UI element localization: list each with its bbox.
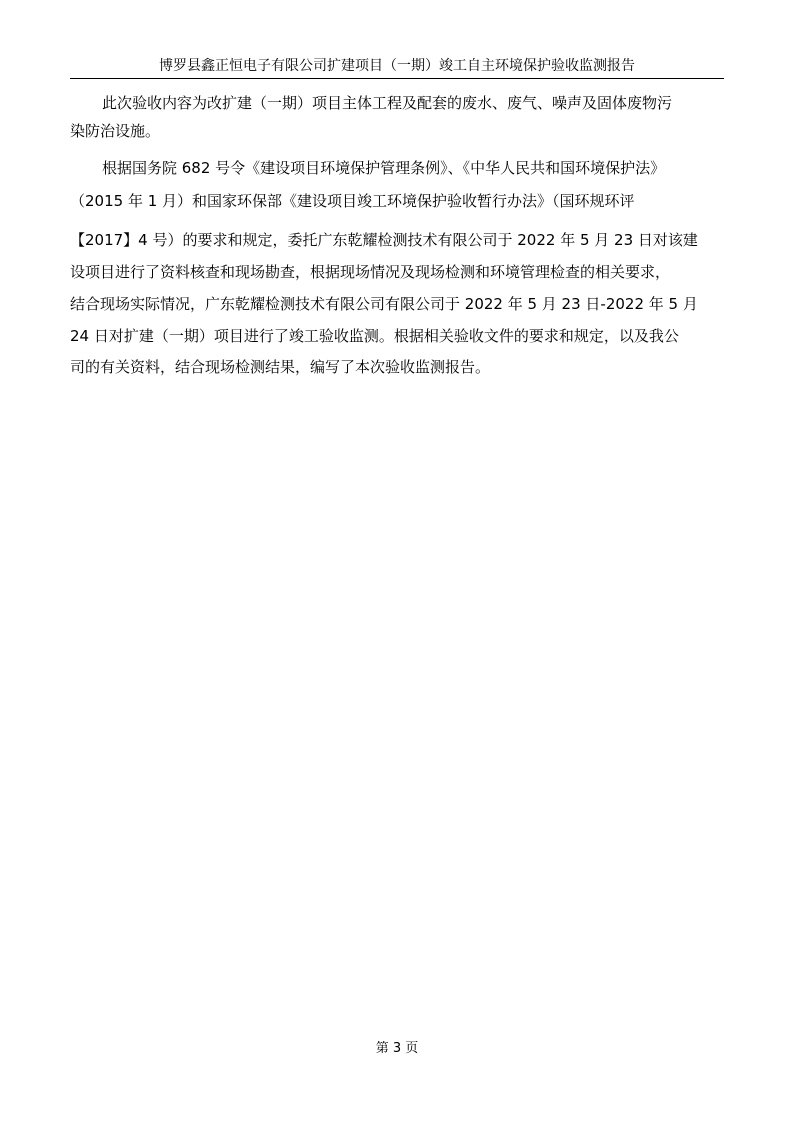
paragraph-2-line-6: 24 日对扩建（一期）项目进行了竣工验收监测。根据相关验收文件的要求和规定，以及我公 [70,327,679,345]
paragraph-2-line-4: 设项目进行了资料核查和现场勘查，根据现场情况及现场检测和环境管理检查的相关要求， [70,263,671,281]
paragraph-2-line-5: 结合现场实际情况，广东乾耀检测技术有限公司有限公司于 2022 年 5 月 23 日-2022 年 5 月 [70,295,698,313]
page-number: 第 3 页 [375,1041,419,1056]
paragraph-2-line-7: 司的有关资料，结合现场检测结果，编写了本次验收监测报告。 [70,358,491,376]
page-header [70,54,724,79]
paragraph-2-line-3: 【2017】4 号）的要求和规定，委托广东乾耀检测技术有限公司于 2022 年 5 月 23 日对该建 [70,231,698,249]
paragraph-2-line-1: 根据国务院 682 号令《建设项目环境保护管理条例》、《中华人民共和国环境保护法》 [102,159,666,177]
paragraph-2-line-2: （2015 年 1 月）和国家环保部《建设项目竣工环境保护验收暂行办法》（国环规环评 [70,192,635,210]
paragraph-1-line-1: 此次验收内容为改扩建（一期）项目主体工程及配套的废水、废气、噪声及固体废物污 [102,94,673,112]
report-title: 博罗县鑫正恒电子有限公司扩建项目（一期）竣工自主环境保护验收监测报告 [159,58,635,74]
paragraph-1-line-2: 染防治设施。 [70,122,161,140]
